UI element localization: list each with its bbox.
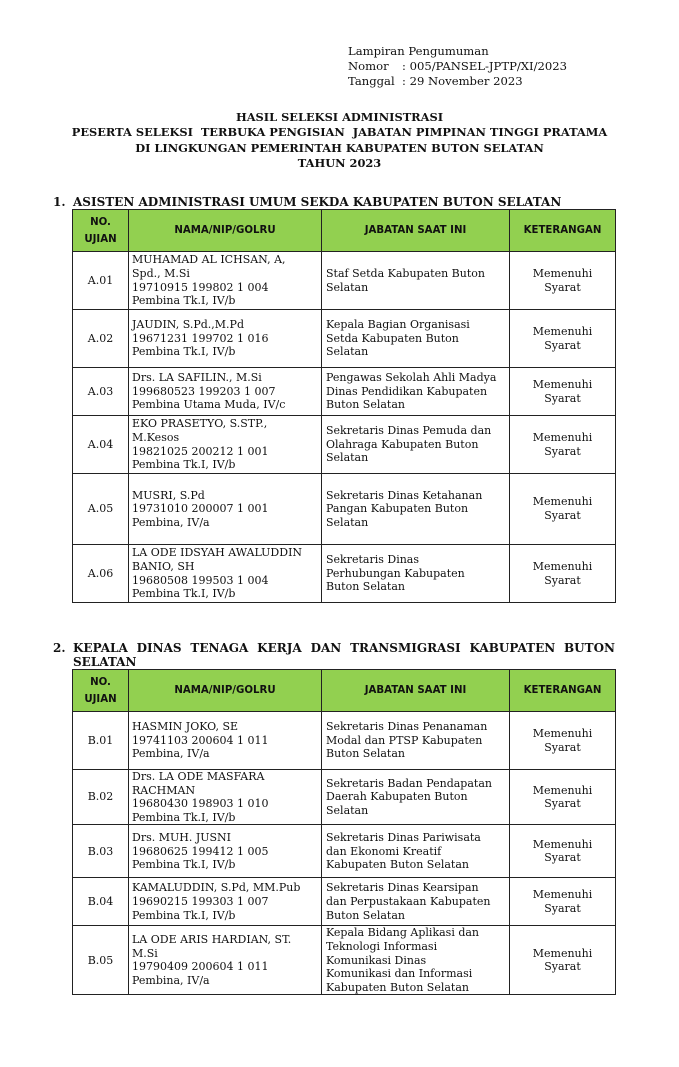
lampiran-block <box>348 44 567 89</box>
cell-nama <box>129 310 322 368</box>
cell-nama-line: LA ODE IDSYAH AWALUDDIN <box>132 546 303 560</box>
cell-keterangan <box>510 878 616 926</box>
cell-nama-line: 19690215 199303 1 007 <box>132 895 269 909</box>
cell-keterangan-line: Memenuhi <box>532 888 593 902</box>
table-row <box>73 825 616 878</box>
cell-no-ujian: A.04 <box>73 416 129 474</box>
cell-jabatan-line: dan Perpustakaan Kabupaten <box>326 895 491 909</box>
cell-nama-line: Pembina Tk.I, IV/b <box>132 458 236 472</box>
cell-jabatan-line: Dinas Pendidikan Kabupaten <box>326 384 488 398</box>
cell-no-ujian: B.01 <box>73 712 129 770</box>
cell-keterangan-line: Memenuhi <box>532 430 593 444</box>
cell-jabatan-line: Komunikasi dan Informasi <box>326 967 473 981</box>
cell-jabatan-line: Sekretaris Dinas Ketahanan <box>326 488 483 502</box>
cell-no-ujian: A.06 <box>73 545 129 603</box>
cell-no-ujian: B.04 <box>73 878 129 926</box>
section-number: 1. <box>53 195 66 209</box>
cell-nama-line: Pembina Tk.I, IV/b <box>132 587 236 601</box>
cell-nama <box>129 474 322 545</box>
section-title: KEPALA DINAS TENAGA KERJA DAN TRANSMIGRASI KABUPATEN BUTON <box>73 641 615 655</box>
section-2-table <box>72 669 616 995</box>
cell-jabatan-line: Buton Selatan <box>326 747 405 761</box>
cell-jabatan <box>322 712 510 770</box>
cell-nama-line: Drs. MUH. JUSNI <box>132 830 232 844</box>
table-row <box>73 545 616 603</box>
cell-no-ujian: B.05 <box>73 926 129 995</box>
cell-jabatan <box>322 545 510 603</box>
cell-jabatan-line: Staf Setda Kabupaten Buton <box>326 266 485 280</box>
tanggal-value: : 29 November 2023 <box>402 74 523 88</box>
cell-keterangan-line: Syarat <box>544 444 581 458</box>
cell-keterangan <box>510 416 616 474</box>
cell-no-ujian: B.02 <box>73 770 129 825</box>
cell-nama-line: Pembina Tk.I, IV/b <box>132 908 236 922</box>
cell-nama-line: EKO PRASETYO, S.STP., <box>132 417 268 431</box>
col-header-nama: NAMA/NIP/GOLRU <box>129 670 322 712</box>
cell-jabatan-line: Perhubungan Kabupaten <box>326 566 465 580</box>
cell-keterangan-line: Memenuhi <box>532 559 593 573</box>
cell-keterangan-line: Syarat <box>544 960 581 974</box>
col-header-nama: NAMA/NIP/GOLRU <box>129 210 322 252</box>
cell-nama-line: 19790409 200604 1 011 <box>132 960 269 974</box>
table-header <box>73 670 616 712</box>
cell-keterangan <box>510 368 616 416</box>
cell-jabatan-line: Buton Selatan <box>326 398 405 412</box>
cell-jabatan-line: Sekretaris Dinas Penanaman <box>326 720 488 734</box>
cell-nama-line: Drs. LA ODE MASFARA <box>132 770 265 783</box>
table-row <box>73 878 616 926</box>
cell-jabatan-line: Buton Selatan <box>326 908 405 922</box>
cell-jabatan-line: Sekretaris Dinas Kearsipan <box>326 881 479 895</box>
cell-jabatan-line: Selatan <box>326 803 369 817</box>
cell-keterangan-line: Syarat <box>544 797 581 811</box>
cell-nama <box>129 878 322 926</box>
table-header <box>73 210 616 252</box>
cell-jabatan <box>322 310 510 368</box>
cell-nama-line: Pembina Utama Muda, IV/c <box>132 398 286 412</box>
cell-jabatan-line: Setda Kabupaten Buton <box>326 331 459 345</box>
cell-no-ujian: A.03 <box>73 368 129 416</box>
cell-nama <box>129 770 322 825</box>
nomor-value: : 005/PANSEL-JPTP/XI/2023 <box>402 59 568 73</box>
title-line-2: PESERTA SELEKSI TERBUKA PENGISIAN JABATAN PIMPINAN TINGGI PRATAMA <box>71 125 608 140</box>
tanggal-label: Tanggal <box>348 74 395 88</box>
cell-keterangan-line: Syarat <box>544 338 581 352</box>
cell-jabatan <box>322 252 510 310</box>
cell-nama-line: 19680508 199503 1 004 <box>132 573 269 587</box>
cell-keterangan <box>510 545 616 603</box>
cell-jabatan-line: Kabupaten Buton Selatan <box>326 980 469 994</box>
cell-nama-line: M.Kesos <box>132 430 180 444</box>
cell-jabatan-line: Selatan <box>326 280 369 294</box>
cell-jabatan-line: Kepala Bagian Organisasi <box>326 318 470 332</box>
section-title-cont: SELATAN <box>73 655 137 669</box>
cell-jabatan <box>322 878 510 926</box>
cell-nama-line: LA ODE ARIS HARDIAN, ST. <box>132 933 292 947</box>
cell-jabatan-line: Sekretaris Dinas <box>326 553 420 567</box>
table-row <box>73 368 616 416</box>
cell-nama-line: Pembina, IV/a <box>132 515 210 529</box>
cell-nama-line: RACHMAN <box>132 783 196 797</box>
cell-nama-line: M.Si <box>132 946 158 960</box>
cell-nama-line: HASMIN JOKO, SE <box>132 720 239 734</box>
cell-jabatan <box>322 368 510 416</box>
cell-keterangan-line: Syarat <box>544 391 581 405</box>
cell-keterangan-line: Syarat <box>544 573 581 587</box>
cell-jabatan-line: Komunikasi Dinas <box>326 953 427 967</box>
cell-jabatan-line: Kabupaten Buton Selatan <box>326 858 469 872</box>
cell-jabatan-line: Selatan <box>326 451 369 465</box>
cell-jabatan <box>322 770 510 825</box>
cell-nama <box>129 926 322 995</box>
cell-keterangan <box>510 474 616 545</box>
cell-keterangan-line: Syarat <box>544 901 581 915</box>
cell-keterangan <box>510 310 616 368</box>
cell-keterangan-line: Syarat <box>544 280 581 294</box>
cell-nama-line: KAMALUDDIN, S.Pd, MM.Pub <box>132 881 301 895</box>
cell-jabatan-line: Selatan <box>326 515 369 529</box>
cell-nama <box>129 825 322 878</box>
cell-nama-line: MUHAMAD AL ICHSAN, A, <box>132 253 286 267</box>
cell-keterangan-line: Memenuhi <box>532 495 593 509</box>
cell-no-ujian: A.01 <box>73 252 129 310</box>
cell-jabatan-line: Modal dan PTSP Kabupaten <box>326 733 483 747</box>
cell-nama-line: 19731010 200007 1 001 <box>132 502 269 516</box>
table-row <box>73 926 616 995</box>
title-line-4: TAHUN 2023 <box>297 155 382 170</box>
cell-keterangan-line: Memenuhi <box>532 377 593 391</box>
cell-jabatan-line: Sekretaris Dinas Pariwisata <box>326 830 481 844</box>
cell-nama-line: 19821025 200212 1 001 <box>132 444 269 458</box>
cell-keterangan-line: Memenuhi <box>532 837 593 851</box>
cell-nama-line: Pembina Tk.I, IV/b <box>132 345 236 359</box>
cell-jabatan-line: Kepala Bidang Aplikasi dan <box>326 926 480 940</box>
section-number: 2. <box>53 641 66 655</box>
cell-nama <box>129 712 322 770</box>
cell-nama-line: Pembina Tk.I, IV/b <box>132 810 236 824</box>
cell-nama-line: BANIO, SH <box>132 559 195 573</box>
table-row <box>73 310 616 368</box>
cell-nama-line: Drs. LA SAFILIN., M.Si <box>132 371 262 385</box>
cell-keterangan-line: Syarat <box>544 509 581 522</box>
cell-keterangan-line: Memenuhi <box>532 324 593 338</box>
table-row <box>73 416 616 474</box>
cell-jabatan-line: Sekretaris Badan Pendapatan <box>326 776 492 790</box>
cell-jabatan-line: Buton Selatan <box>326 580 405 594</box>
cell-keterangan-line: Memenuhi <box>532 783 593 797</box>
cell-nama-line: Pembina Tk.I, IV/b <box>132 858 236 872</box>
cell-nama-line: Pembina, IV/a <box>132 747 210 761</box>
cell-jabatan-line: dan Ekonomi Kreatif <box>326 844 442 858</box>
cell-nama-line: 19680430 198903 1 010 <box>132 797 269 811</box>
cell-keterangan-line: Memenuhi <box>532 266 593 280</box>
cell-jabatan <box>322 926 510 995</box>
cell-jabatan-line: Sekretaris Dinas Pemuda dan <box>326 424 492 438</box>
cell-nama-line: MUSRI, S.Pd <box>132 488 205 502</box>
cell-keterangan <box>510 712 616 770</box>
cell-keterangan <box>510 926 616 995</box>
cell-jabatan-line: Daerah Kabupaten Buton <box>326 790 468 804</box>
cell-nama-line: 19741103 200604 1 011 <box>132 733 269 747</box>
cell-no-ujian: A.02 <box>73 310 129 368</box>
cell-nama-line: JAUDIN, S.Pd.,M.Pd <box>132 318 244 332</box>
section-title: ASISTEN ADMINISTRASI UMUM SEKDA KABUPATEN BUTON SELATAN <box>73 195 562 209</box>
title-line-1: HASIL SELEKSI ADMINISTRASI <box>235 110 444 124</box>
table-row <box>73 770 616 825</box>
cell-keterangan-line: Syarat <box>544 740 581 754</box>
col-header-jabatan: JABATAN SAAT INI <box>322 670 510 712</box>
cell-nama <box>129 545 322 603</box>
cell-nama <box>129 368 322 416</box>
cell-nama-line: 199680523 199203 1 007 <box>132 384 276 398</box>
cell-jabatan <box>322 825 510 878</box>
cell-nama <box>129 252 322 310</box>
cell-jabatan-line: Pengawas Sekolah Ahli Madya <box>326 371 497 385</box>
cell-nama-line: Pembina, IV/a <box>132 973 210 987</box>
table-row <box>73 252 616 310</box>
cell-nama-line: Pembina Tk.I, IV/b <box>132 294 236 308</box>
nomor-label: Nomor <box>348 59 389 73</box>
cell-jabatan-line: Teknologi Informasi <box>326 939 438 953</box>
col-header-keterangan: KETERANGAN <box>510 210 616 252</box>
cell-keterangan <box>510 252 616 310</box>
table-row <box>73 474 616 545</box>
title-line-3: DI LINGKUNGAN PEMERINTAH KABUPATEN BUTON SELATAN <box>135 140 544 155</box>
section-1-table <box>72 209 616 603</box>
cell-keterangan-line: Memenuhi <box>532 946 593 960</box>
col-header-no: NO. UJIAN <box>73 210 129 252</box>
cell-nama-line: 19710915 199802 1 004 <box>132 280 269 294</box>
cell-nama-line: Spd., M.Si <box>132 266 190 280</box>
col-header-no: NO. UJIAN <box>73 670 129 712</box>
cell-jabatan-line: Olahraga Kabupaten Buton <box>326 437 479 451</box>
cell-nama-line: 19671231 199702 1 016 <box>132 331 269 345</box>
cell-nama <box>129 416 322 474</box>
cell-jabatan-line: Pangan Kabupaten Buton <box>326 502 469 516</box>
col-header-keterangan: KETERANGAN <box>510 670 616 712</box>
cell-nama-line: 19680625 199412 1 005 <box>132 844 269 858</box>
cell-jabatan <box>322 474 510 545</box>
cell-no-ujian: B.03 <box>73 825 129 878</box>
cell-keterangan-line: Syarat <box>544 851 581 865</box>
cell-jabatan-line: Selatan <box>326 345 369 359</box>
document-title <box>0 110 679 171</box>
cell-keterangan-line: Memenuhi <box>532 726 593 740</box>
cell-keterangan <box>510 825 616 878</box>
cell-jabatan <box>322 416 510 474</box>
cell-keterangan <box>510 770 616 825</box>
col-header-jabatan: JABATAN SAAT INI <box>322 210 510 252</box>
table-row <box>73 712 616 770</box>
cell-no-ujian: A.05 <box>73 474 129 545</box>
lampiran-label: Lampiran Pengumuman <box>348 44 489 58</box>
